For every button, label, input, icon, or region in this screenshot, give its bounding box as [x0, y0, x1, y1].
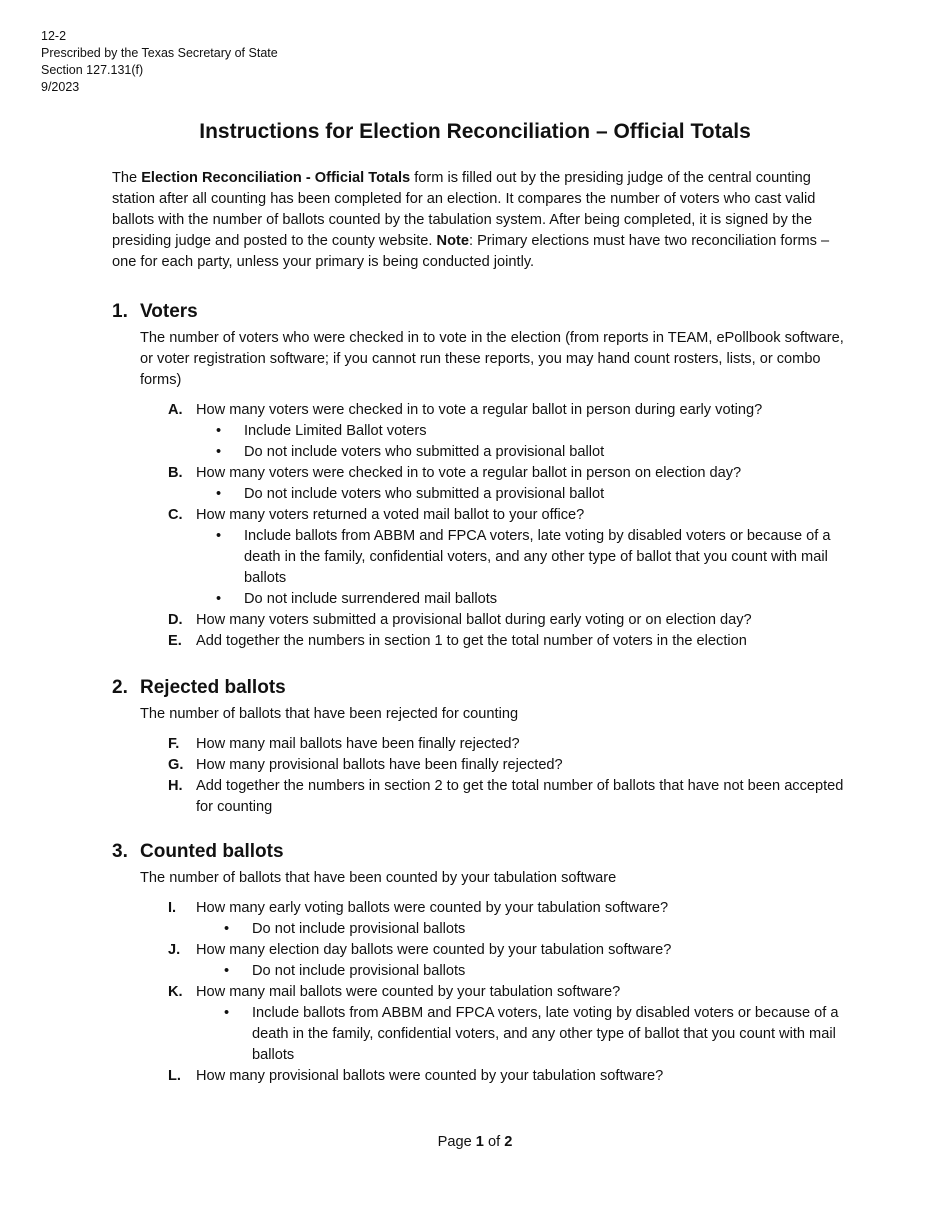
bullet-item: • Include ballots from ABBM and FPCA voters, late voting by disabled voters or because of a death in the family, confidential voters, and any other type of ballot that you count with mail ballots [196, 1003, 847, 1066]
section-title: Voters [140, 301, 198, 322]
section-heading [112, 676, 847, 700]
item-letter: J. [168, 942, 181, 958]
item-question: How many early voting ballots were counted by your tabulation software? [196, 900, 669, 916]
bullet-item: • Do not include surrendered mail ballots [196, 589, 847, 610]
item-letter: A. [168, 402, 183, 418]
section-voters [112, 300, 847, 652]
item-g [168, 755, 847, 776]
item-letter: I. [168, 900, 177, 916]
page-current: 1 [475, 1134, 484, 1150]
item-question: How many voters were checked in to vote a regular ballot in person on election day? [196, 465, 742, 481]
item-h [168, 776, 847, 818]
intro-note-label: Note [436, 233, 469, 249]
page-of-label: of [483, 1134, 505, 1150]
section-items [168, 400, 847, 652]
section-number: 1. [112, 301, 128, 322]
bullet-icon: • [216, 591, 222, 607]
section-description: The number of ballots that have been counted by your tabulation software [140, 870, 617, 886]
section-heading [112, 840, 847, 864]
item-j [168, 940, 847, 982]
item-question: How many voters were checked in to vote a regular ballot in person during early voting? [196, 402, 763, 418]
item-letter: C. [168, 507, 183, 523]
item-l [168, 1066, 847, 1087]
bullet-item: • Do not include provisional ballots [196, 961, 847, 982]
section-description: The number of voters who were checked in to vote in the election (from reports in TEAM, ePollbook software, or voter registration software; if you cannot run these reports, you may hand count rosters, lists, or combo forms) [140, 330, 844, 388]
item-question: Add together the numbers in section 2 to get the total number of ballots that have not been accepted for counting [196, 778, 844, 815]
section-number: 3. [112, 841, 128, 862]
item-letter: E. [168, 633, 182, 649]
page-label: Page [437, 1134, 476, 1150]
section-number: 2. [112, 677, 128, 698]
item-f [168, 734, 847, 755]
page-total: 2 [504, 1134, 513, 1150]
item-question: How many mail ballots have been finally rejected? [196, 736, 520, 752]
prescribed-by: Prescribed by the Texas Secretary of State [41, 46, 278, 60]
item-letter: B. [168, 465, 183, 481]
item-k [168, 982, 847, 1066]
bullet-item: • Do not include provisional ballots [196, 919, 847, 940]
form-number: 12-2 [41, 29, 67, 43]
page-footer [0, 1132, 950, 1153]
item-question: How many voters submitted a provisional ballot during early voting or on election day? [196, 612, 752, 628]
item-question: How many provisional ballots have been finally rejected? [196, 757, 563, 773]
form-header [41, 28, 278, 96]
item-c [168, 505, 847, 610]
item-letter: D. [168, 612, 183, 628]
bullet-icon: • [216, 528, 222, 544]
item-b [168, 463, 847, 505]
item-letter: L. [168, 1068, 181, 1084]
item-letter: F. [168, 736, 180, 752]
item-a [168, 400, 847, 463]
section-heading [112, 300, 847, 324]
bullet-item: • Include Limited Ballot voters [196, 421, 847, 442]
item-d [168, 610, 847, 631]
statute-section: Section 127.131(f) [41, 63, 144, 77]
intro-text-2: form is filled out by the presiding judge of the central counting station after all counting has been completed for an election. It compares the number of voters who cast valid ballots with the number of ballots counted by the tabulation system. After being completed, it is signed by the presiding judge and posted to the county website. [112, 170, 816, 249]
bullet-icon: • [216, 486, 222, 502]
bullet-item: • Do not include voters who submitted a provisional ballot [196, 442, 847, 463]
bullet-icon: • [224, 963, 230, 979]
bullet-item: • Include ballots from ABBM and FPCA voters, late voting by disabled voters or because of a death in the family, confidential voters, and any other type of ballot that you count with mail ballots [196, 526, 847, 589]
item-question: How many mail ballots were counted by your tabulation software? [196, 984, 621, 1000]
item-letter: H. [168, 778, 183, 794]
section-items [168, 734, 847, 818]
section-description: The number of ballots that have been rejected for counting [140, 706, 519, 722]
intro-text-3: : Primary elections must have two reconciliation forms – one for each party, unless your primary is being conducted jointly. [112, 233, 830, 270]
section-title: Counted ballots [140, 841, 284, 862]
item-letter: G. [168, 757, 184, 773]
item-i [168, 898, 847, 940]
form-date: 9/2023 [41, 80, 80, 94]
intro-form-name: Election Reconciliation - Official Totals [141, 170, 411, 186]
page-title: Instructions for Election Reconciliation – Official Totals [199, 120, 751, 143]
item-e [168, 631, 847, 652]
section-items [168, 898, 847, 1087]
item-question: How many voters returned a voted mail ballot to your office? [196, 507, 585, 523]
bullet-icon: • [216, 423, 222, 439]
intro-text-1: The [112, 170, 142, 186]
bullet-icon: • [224, 1005, 230, 1021]
item-question: Add together the numbers in section 1 to get the total number of voters in the election [196, 633, 747, 649]
bullet-icon: • [224, 921, 230, 937]
section-counted-ballots [112, 840, 847, 1087]
section-title: Rejected ballots [140, 677, 286, 698]
bullet-item: • Do not include voters who submitted a provisional ballot [196, 484, 847, 505]
intro-paragraph [112, 168, 844, 273]
item-question: How many election day ballots were counted by your tabulation software? [196, 942, 672, 958]
item-question: How many provisional ballots were counted by your tabulation software? [196, 1068, 664, 1084]
section-rejected-ballots [112, 676, 847, 818]
bullet-icon: • [216, 444, 222, 460]
item-letter: K. [168, 984, 183, 1000]
